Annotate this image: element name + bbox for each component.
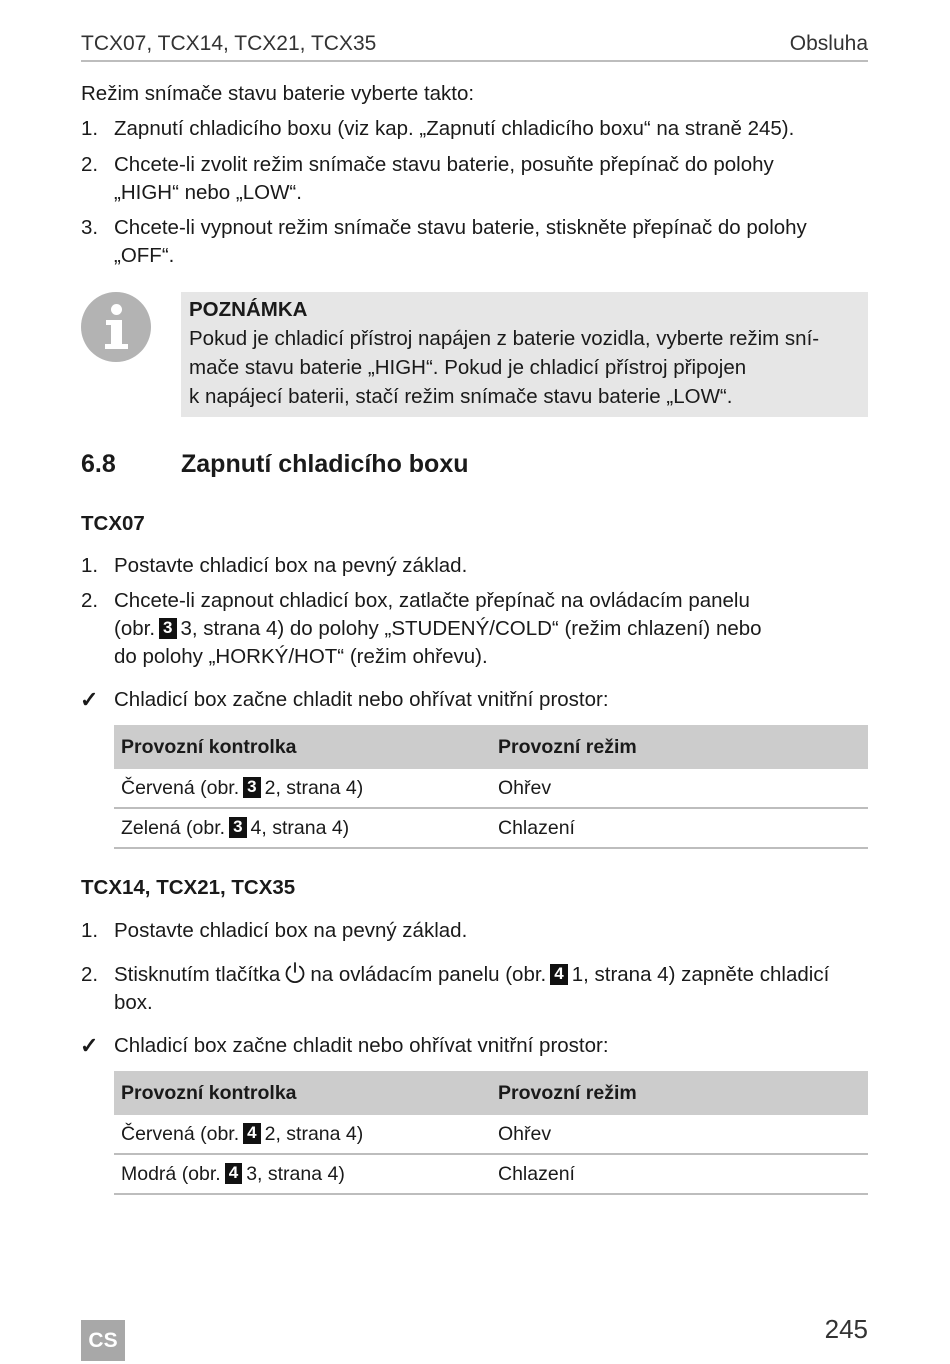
indicator-ref: 2, strana 4) [264, 1122, 364, 1145]
indicator-ref: 2, strana 4) [264, 776, 364, 799]
intro-lead: Režim snímače stavu baterie vyberte takto: [81, 82, 475, 105]
header-section: Obsluha [789, 32, 868, 55]
indicator-cell [114, 1115, 491, 1154]
language-badge: CS [81, 1320, 125, 1361]
indicator-label: Červená (obr. [121, 776, 240, 799]
table-header-row [114, 725, 868, 769]
figure-badge: 4 [243, 1123, 260, 1144]
mode-cell: Chlazení [491, 808, 868, 848]
note-line: k napájecí baterii, stačí režim snímače stavu baterie „LOW“. [189, 385, 733, 408]
table-row [114, 1115, 868, 1154]
mode-cell: Ohřev [491, 1115, 868, 1154]
step-number: 2. [81, 589, 99, 612]
tcx14-status-table [114, 1071, 868, 1195]
step-number: 1. [81, 919, 99, 942]
table-header-row [114, 1071, 868, 1115]
indicator-ref: 4, strana 4) [250, 816, 350, 839]
step-text: Zapnutí chladicího boxu (viz kap. „Zapnutí chladicího boxu“ na straně 245). [114, 117, 795, 140]
header-models: TCX07, TCX14, TCX21, TCX35 [81, 32, 377, 55]
figure-badge: 3 [243, 777, 260, 798]
step-number: 1. [81, 117, 99, 140]
indicator-cell [114, 1154, 491, 1194]
step-text-line: box. [114, 991, 153, 1014]
column-header: Provozní režim [491, 1071, 868, 1115]
tcx07-status-table [114, 725, 868, 849]
page-number: 245 [824, 1314, 868, 1344]
step-text-line: Chcete-li zvolit režim snímače stavu baterie, posuňte přepínač do polohy [114, 153, 774, 176]
figure-ref-label: (obr. [114, 617, 156, 640]
subheading-tcx07: TCX07 [81, 512, 145, 535]
step-text-line [114, 961, 874, 989]
indicator-label: Zelená (obr. [121, 816, 226, 839]
step-number: 2. [81, 153, 99, 176]
checkmark-icon: ✓ [80, 687, 99, 712]
step-text: Stisknutím tlačítka [114, 963, 281, 986]
indicator-label: Červená (obr. [121, 1122, 240, 1145]
step-text-line: „OFF“. [114, 244, 175, 267]
power-icon [283, 961, 307, 985]
step-text-line: do polohy „HORKÝ/HOT“ (režim ohřevu). [114, 645, 488, 668]
figure-badge: 3 [159, 618, 176, 639]
indicator-cell [114, 769, 491, 808]
step-text: 3, strana 4) do polohy „STUDENÝ/COLD“ (režim chlazení) nebo [180, 617, 762, 640]
step-number: 1. [81, 554, 99, 577]
section-title: Zapnutí chladicího boxu [181, 450, 469, 478]
info-icon [81, 292, 151, 362]
step-text-line: Chcete-li vypnout režim snímače stavu baterie, stiskněte přepínač do polohy [114, 216, 807, 239]
indicator-ref: 3, strana 4) [246, 1162, 345, 1185]
column-header: Provozní kontrolka [114, 1071, 491, 1115]
mode-cell: Chlazení [491, 1154, 868, 1194]
step-text: Postavte chladicí box na pevný základ. [114, 919, 468, 942]
step-text: na ovládacím panelu (obr. [310, 963, 547, 986]
step-text-line [114, 615, 874, 643]
step-text: 1, strana 4) zapněte chladicí [571, 963, 830, 986]
table-row [114, 769, 868, 808]
checkmark-icon: ✓ [80, 1033, 99, 1058]
note-line: Pokud je chladicí přístroj napájen z baterie vozidla, vyberte režim sní- [189, 327, 820, 350]
note-line: mače stavu baterie „HIGH“. Pokud je chladicí přístroj připojen [189, 356, 747, 379]
indicator-cell [114, 808, 491, 848]
mode-cell: Ohřev [491, 769, 868, 808]
step-text: Postavte chladicí box na pevný základ. [114, 554, 468, 577]
figure-badge: 4 [550, 964, 567, 985]
figure-badge: 3 [229, 817, 246, 838]
step-text-line: „HIGH“ nebo „LOW“. [114, 181, 302, 204]
indicator-label: Modrá (obr. [121, 1162, 221, 1185]
section-number: 6.8 [81, 450, 116, 478]
note-title: POZNÁMKA [189, 298, 308, 321]
result-text: Chladicí box začne chladit nebo ohřívat vnitřní prostor: [114, 1034, 609, 1057]
step-text-line: Chcete-li zapnout chladicí box, zatlačte přepínač na ovládacím panelu [114, 589, 750, 612]
header-divider [81, 60, 868, 62]
result-text: Chladicí box začne chladit nebo ohřívat vnitřní prostor: [114, 688, 609, 711]
note-text [189, 324, 859, 411]
table-row [114, 1154, 868, 1194]
figure-badge: 4 [225, 1163, 242, 1184]
column-header: Provozní kontrolka [114, 725, 491, 769]
column-header: Provozní režim [491, 725, 868, 769]
step-number: 2. [81, 963, 99, 986]
table-row [114, 808, 868, 848]
subheading-tcx14-21-35: TCX14, TCX21, TCX35 [81, 876, 296, 899]
step-number: 3. [81, 216, 99, 239]
